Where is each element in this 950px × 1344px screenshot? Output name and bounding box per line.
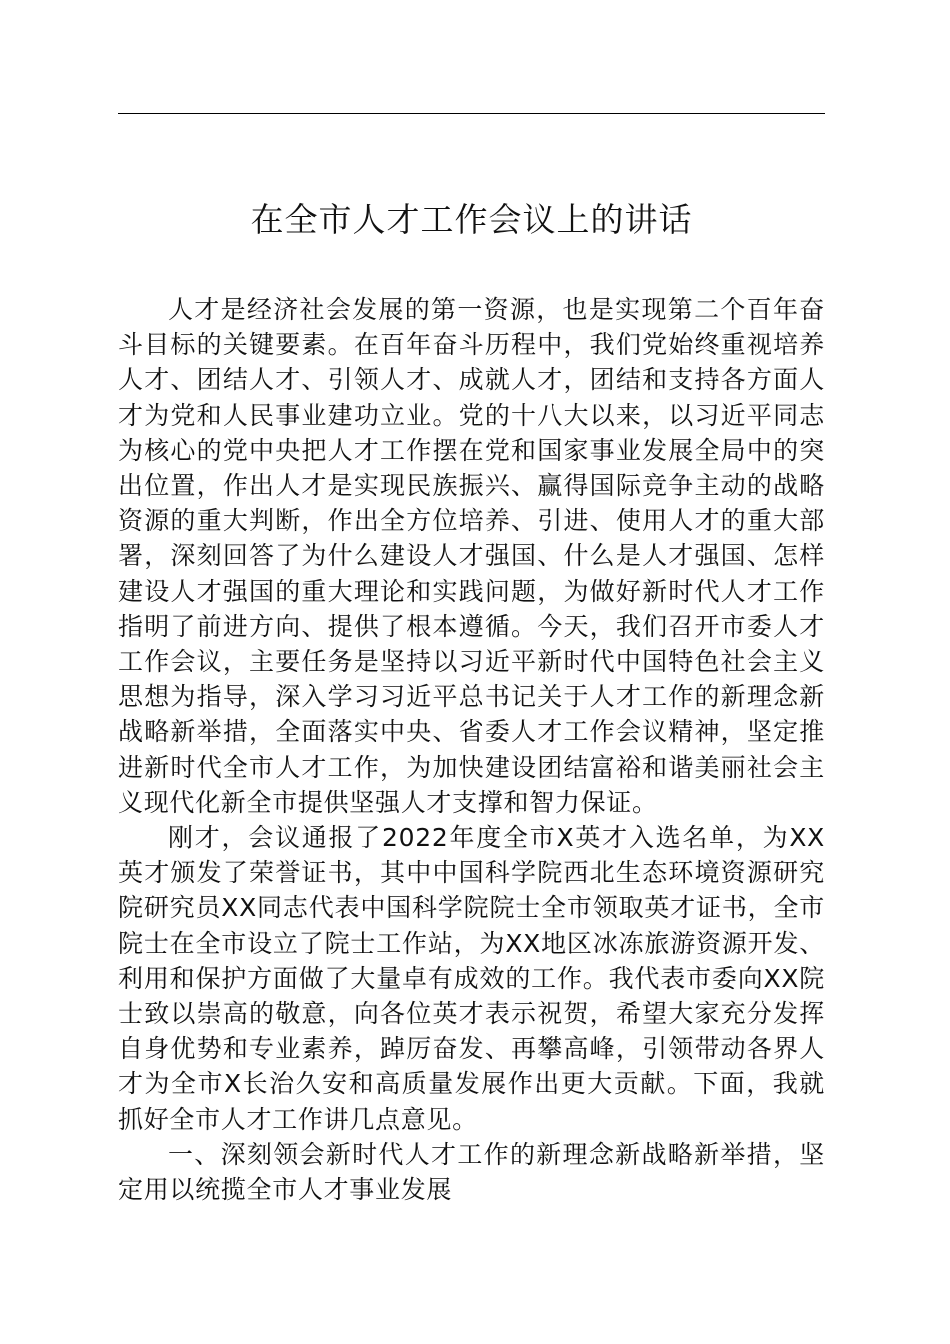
document-title: 在全市人才工作会议上的讲话 — [250, 200, 693, 239]
document-body — [118, 292, 825, 1207]
section-heading-1: 一、深刻领会新时代人才工作的新理念新战略新举措，坚定用以统揽全市人才事业发展 — [118, 1139, 825, 1205]
header-rule — [118, 113, 825, 114]
paragraph-intro: 人才是经济社会发展的第一资源，也是实现第二个百年奋斗目标的关键要素。在百年奋斗历程中，我们党始终重视培养人才、团结人才、引领人才、成就人才，团结和支持各方面人才为党和人民事业建功立业。党的十八大以来，以习近平同志为核心的党中央把人才工作摆在党和国家事业发展全局中的突出位置，作出人才是实现民族振兴、赢得国际竞争主动的战略资源的重大判断，作出全方位培养、引进、使用人才的重大部署，深刻回答了为什么建设人才强国、什么是人才强国、怎样建设人才强国的重大理论和实践问题，为做好新时代人才工作指明了前进方向、提供了根本遵循。今天，我们召开市委人才工作会议，主要任务是坚持以习近平新时代中国特色社会主义思想为指导，深入学习习近平总书记关于人才工作的新理念新战略新举措，全面落实中央、省委人才工作会议精神，坚定推进新时代全市人才工作，为加快建设团结富裕和谐美丽社会主义现代化新全市提供坚强人才支撑和智力保证。 — [118, 295, 825, 817]
paragraph-awards: 刚才，会议通报了2022年度全市X英才入选名单，为XX英才颁发了荣誉证书，其中中国科学院西北生态环境资源研究院研究员XX同志代表中国科学院院士全市领取英才证书，全市院士在全市设立了院士工作站，为XX地区冰冻旅游资源开发、利用和保护方面做了大量卓有成效的工作。我代表市委向XX院士致以崇高的敬意，向各位英才表示祝贺，希望大家充分发挥自身优势和专业素养，踔厉奋发、再攀高峰，引领带动各界人才为全市X长治久安和高质量发展作出更大贡献。下面，我就抓好全市人才工作讲几点意见。 — [118, 823, 825, 1134]
